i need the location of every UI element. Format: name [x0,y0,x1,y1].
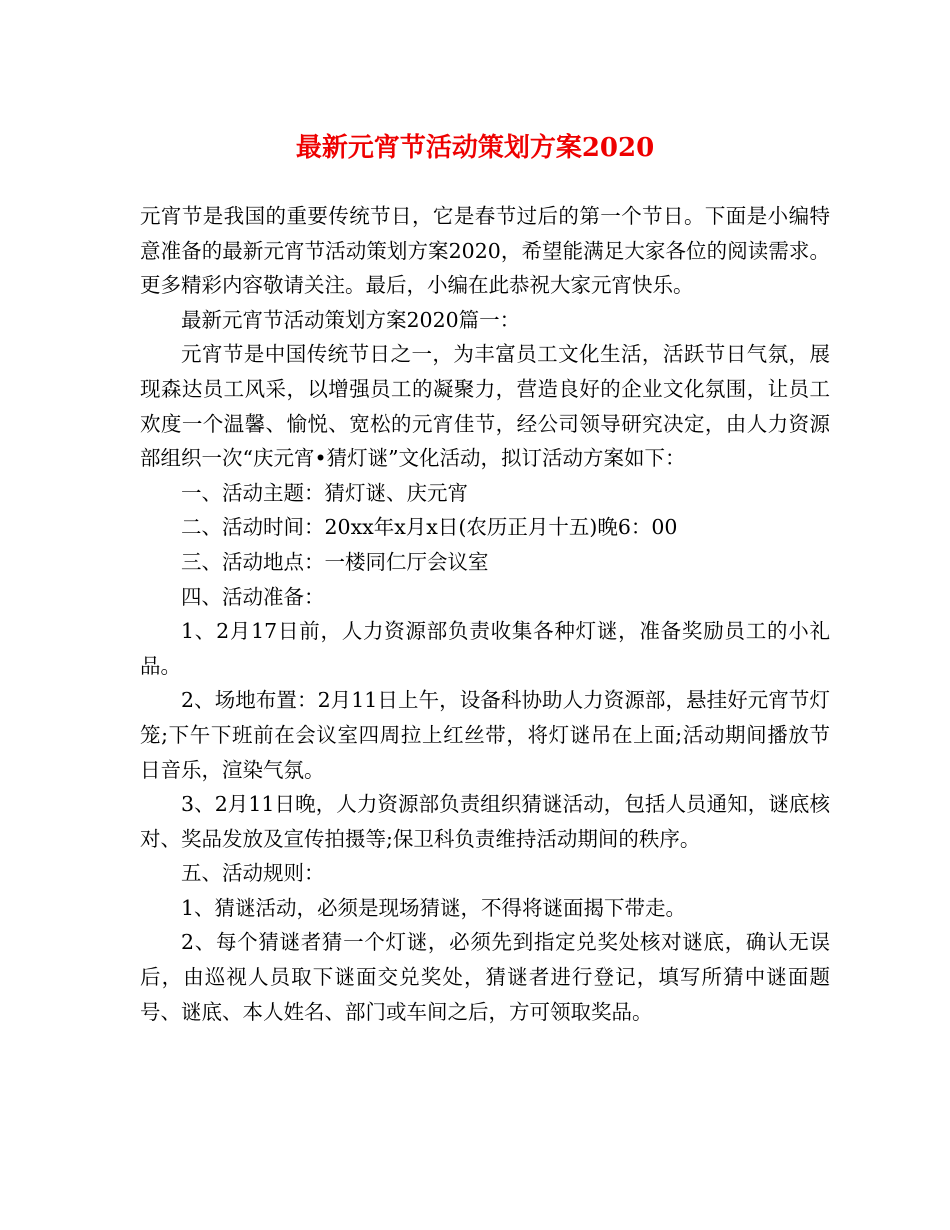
paragraph-preparation-3: 3、2月11日晚，人力资源部负责组织猜谜活动，包括人员通知，谜底核对、奖品发放及宣传拍摄等;保卫科负责维持活动期间的秩序。 [140,792,830,851]
paragraph-preparation-1: 1、2月17日前，人力资源部负责收集各种灯谜，准备奖励员工的小礼品。 [140,619,830,678]
paragraph-time: 二、活动时间：20xx年x月x日(农历正月十五)晚6：00 [181,515,678,540]
document-title: 最新元宵节活动策划方案2020 [295,133,655,163]
paragraph-rule-1: 1、猜谜活动，必须是现场猜谜，不得将谜面揭下带走。 [181,895,687,920]
paragraph-location: 三、活动地点：一楼同仁厅会议室 [181,549,489,574]
paragraph-rules-heading: 五、活动规则： [181,861,325,886]
paragraph-background: 元宵节是中国传统节日之一，为丰富员工文化生活，活跃节日气氛，展现森达员工风采，以增强员工的凝聚力，营造良好的企业文化氛围，让员工欢度一个温馨、愉悦、宽松的元宵佳节，经公司领导研究决定，由人力资源部组织一次“庆元宵•猜灯谜”文化活动，拟订活动方案如下： [140,342,830,471]
document-body [140,199,830,1029]
paragraph-preparation-heading: 四、活动准备： [181,584,325,609]
paragraph-rule-2: 2、每个猜谜者猜一个灯谜，必须先到指定兑奖处核对谜底，确认无误后，由巡视人员取下谜面交兑奖处，猜谜者进行登记，填写所猜中谜面题号、谜底、本人姓名、部门或车间之后，方可领取奖品。 [140,930,830,1024]
paragraph-preparation-2: 2、场地布置：2月11日上午，设备科协助人力资源部，悬挂好元宵节灯笼;下午下班前在会议室四周拉上红丝带，将灯谜吊在上面;活动期间播放节日音乐，渲染气氛。 [140,688,830,782]
paragraph-intro: 元宵节是我国的重要传统节日，它是春节过后的第一个节日。下面是小编特意准备的最新元宵节活动策划方案2020，希望能满足大家各位的阅读需求。更多精彩内容敬请关注。最后，小编在此恭祝大家元宵快乐。 [140,204,830,298]
paragraph-section-heading: 最新元宵节活动策划方案2020篇一： [181,307,521,332]
paragraph-theme: 一、活动主题：猜灯谜、庆元宵 [181,480,468,505]
